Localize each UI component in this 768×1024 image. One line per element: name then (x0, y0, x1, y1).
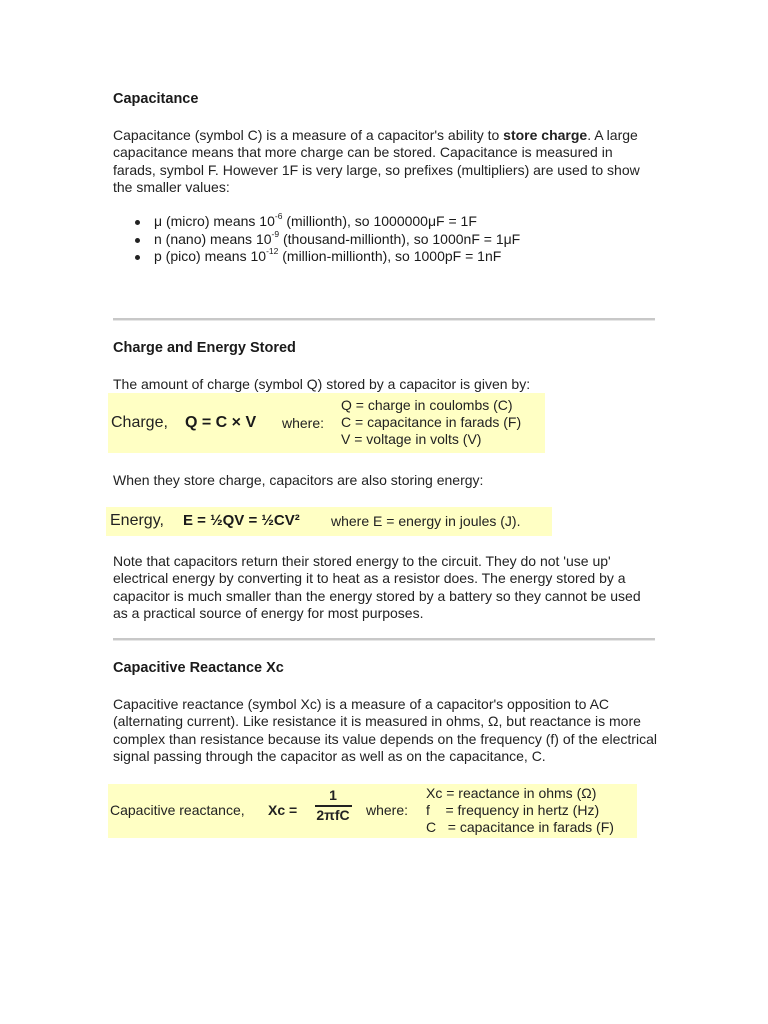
section-divider (113, 318, 655, 321)
pico-text: p (pico) means 10 (154, 248, 267, 264)
micro-text-cont: (millionth), so 1000000μF = 1F (282, 213, 477, 229)
charge-intro-paragraph: The amount of charge (symbol Q) stored by a capacitor is given by: (113, 376, 531, 392)
energy-intro-paragraph: When they store charge, capacitors are also storing energy: (113, 472, 484, 488)
capacitance-farads-definition: C = capacitance in farads (F) (426, 819, 614, 835)
section-heading-capacitance: Capacitance (113, 91, 199, 107)
energy-where-text: where E = energy in joules (J). (331, 513, 521, 529)
fraction-denominator: 2πfC (316, 807, 350, 823)
reactance-label: Capacitive reactance, (110, 802, 245, 818)
energy-formula-box (106, 507, 552, 536)
micro-exponent: -6 (274, 211, 283, 222)
energy-note-paragraph: Note that capacitors return their stored energy to the circuit. They do not 'use up' electrical energy by converting it to heat as a resistor does. The energy stored by a capacitor is much smaller than the energy stored by a battery so they cannot be used as a practical source of energy for most purposes. (113, 553, 641, 621)
charge-definition: Q = charge in coulombs (C) (341, 397, 513, 413)
nano-text: n (nano) means 10 (154, 230, 272, 247)
charge-equation: Q = C × V (185, 414, 257, 431)
store-charge-emphasis: store charge (503, 127, 588, 143)
reactance-lhs: Xc = (268, 802, 298, 818)
capacitance-intro-text: Capacitance (symbol C) is a measure of a capacitor's ability to (113, 127, 504, 143)
fraction-numerator: 1 (329, 787, 337, 803)
pico-text-cont: (million-millionth), so 1000pF = 1nF (278, 248, 502, 264)
pico-exponent: -12 (266, 246, 279, 257)
section-heading-reactance: Capacitive Reactance Xc (113, 660, 284, 676)
prefix-list (130, 213, 520, 266)
capacitance-intro-text-cont: . A large capacitance means that more charge can be stored. Capacitance is measured in farads, symbol F. However 1F is very large, so prefixes (multipliers) are used to show the smaller values: (113, 127, 640, 195)
micro-text: μ (micro) means 10 (154, 213, 275, 229)
capacitance-definition: C = capacitance in farads (F) (341, 414, 522, 430)
reactance-intro-paragraph: Capacitive reactance (symbol Xc) is a measure of a capacitor's opposition to AC (alternating current). Like resistance it is measured in ohms, Ω, but reactance is more complex than resistance because its value depends on the frequency (f) of the electrical signal passing through the capacitor as well as on the capacitance, C. (113, 696, 657, 764)
voltage-definition: V = voltage in volts (V) (341, 431, 482, 447)
frequency-definition: f = frequency in hertz (Hz) (426, 802, 600, 818)
energy-equation: E = ½QV = ½CV² (183, 512, 300, 529)
reactance-where-label: where: (366, 802, 409, 818)
capacitance-intro-paragraph (113, 127, 658, 196)
charge-where-label: where: (282, 415, 325, 431)
section-divider (113, 638, 655, 641)
nano-text-cont: (thousand-millionth), so 1000nF = 1μF (279, 230, 521, 247)
nano-exponent: -9 (271, 228, 280, 239)
energy-label: Energy, (110, 512, 164, 529)
reactance-definition: Xc = reactance in ohms (Ω) (426, 785, 597, 801)
reactance-formula-box (108, 784, 637, 838)
charge-formula-box (108, 393, 545, 453)
list-item-micro (130, 213, 520, 231)
charge-label: Charge, (111, 414, 168, 431)
section-heading-charge-energy: Charge and Energy Stored (113, 340, 296, 356)
list-item-nano (130, 228, 521, 249)
list-item-pico (130, 248, 520, 266)
